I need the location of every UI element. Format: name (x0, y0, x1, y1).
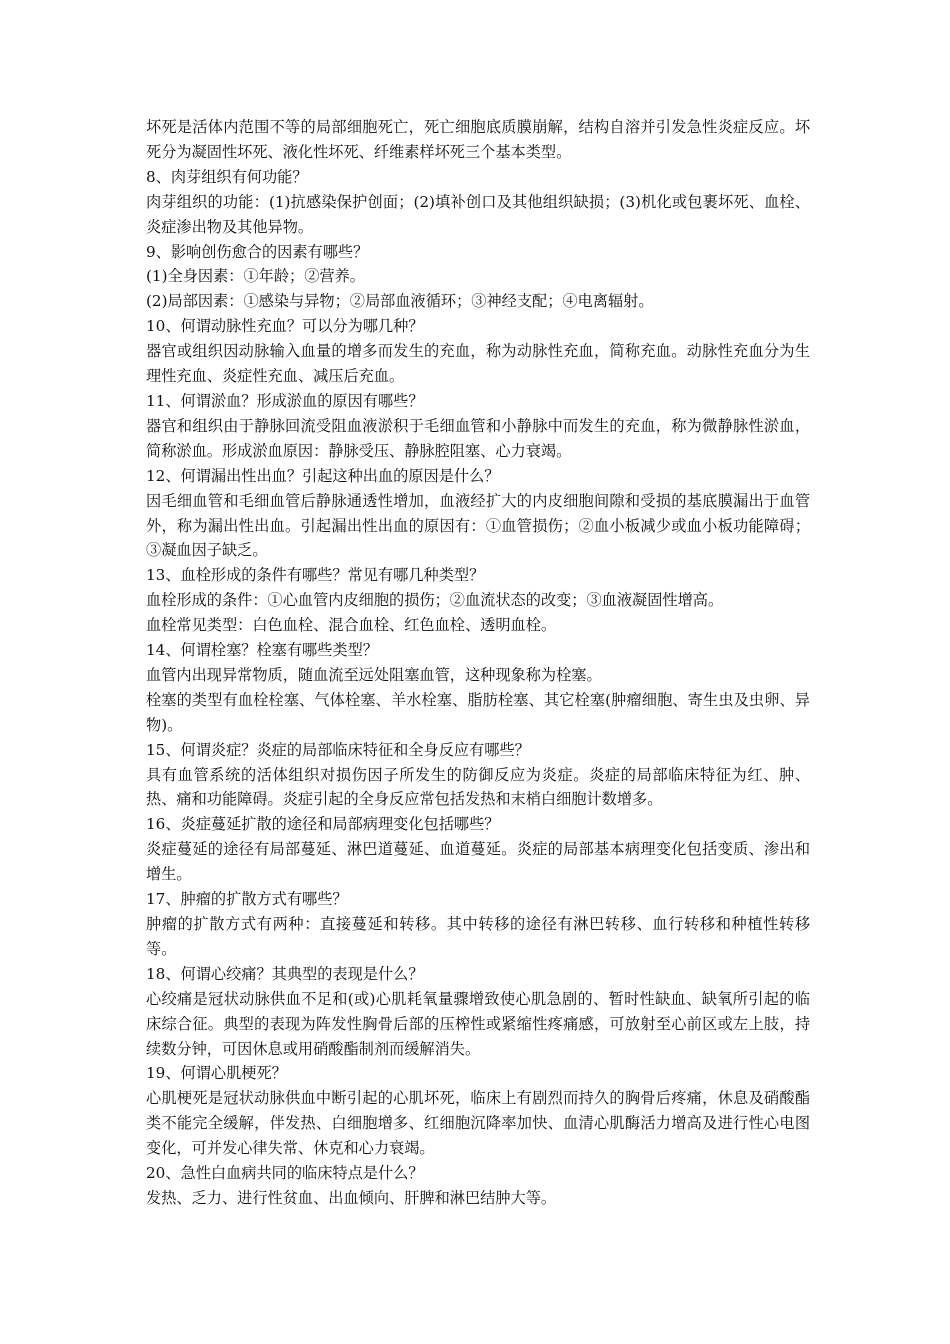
answer-paragraph: 因毛细血管和毛细血管后静脉通透性增加，血液经扩大的内皮细胞间隙和受损的基底膜漏出于血管外，称为漏出性出血。引起漏出性出血的原因有：①血管损伤；②血小板减少或血小板功能障碍；③凝血因子缺乏。 (146, 491, 810, 560)
question-heading: 19、何谓心肌梗死？ (146, 1064, 287, 1083)
answer-paragraph: 心绞痛是冠状动脉供血不足和(或)心肌耗氧量骤增致使心肌急剧的、暂时性缺血、缺氧所引起的临床综合征。典型的表现为阵发性胸骨后部的压榨性或紧缩性疼痛感，可放射至心前区或左上肢，持续数分钟，可因休息或用硝酸酯制剂而缓解消失。 (146, 989, 810, 1058)
answer-paragraph: 器官和组织由于静脉回流受阻血液淤积于毛细血管和小静脉中而发生的充血，称为微静脉性淤血，简称淤血。形成淤血原因：静脉受压、静脉腔阻塞、心力衰竭。 (146, 416, 810, 460)
answer-paragraph: 血栓常见类型：白色血栓、混合血栓、红色血栓、透明血栓。 (146, 616, 557, 635)
question-heading: 16、炎症蔓延扩散的途径和局部病理变化包括哪些？ (146, 815, 500, 834)
answer-paragraph: 血管内出现异常物质，随血流至远处阻塞血管，这种现象称为栓塞。 (146, 665, 602, 684)
answer-paragraph: 心肌梗死是冠状动脉供血中断引起的心肌坏死，临床上有剧烈而持久的胸骨后疼痛，休息及硝酸酯类不能完全缓解，伴发热、白细胞增多、红细胞沉降率加快、血清心肌酶活力增高及进行性心电图变化，可并发心律失常、休克和心力衰竭。 (146, 1089, 810, 1158)
answer-paragraph: 肉芽组织的功能：(1)抗感染保护创面；(2)填补创口及其他组织缺损；(3)机化或包裹坏死、血栓、炎症渗出物及其他异物。 (146, 192, 810, 236)
document-page (146, 115, 810, 1211)
answer-paragraph: 具有血管系统的活体组织对损伤因子所发生的防御反应为炎症。炎症的局部临床特征为红、肿、热、痛和功能障碍。炎症引起的全身反应常包括发热和末梢白细胞计数增多。 (146, 765, 810, 809)
answer-paragraph: 器官或组织因动脉输入血量的增多而发生的充血，称为动脉性充血，简称充血。动脉性充血分为生理性充血、炎症性充血、减压后充血。 (146, 342, 810, 386)
question-heading: 17、肿瘤的扩散方式有哪些？ (146, 890, 348, 909)
question-heading: 8、肉芽组织有何功能？ (146, 167, 308, 186)
answer-paragraph: 炎症蔓延的途径有局部蔓延、淋巴道蔓延、血道蔓延。炎症的局部基本病理变化包括变质、渗出和增生。 (146, 840, 810, 884)
answer-paragraph: 肿瘤的扩散方式有两种：直接蔓延和转移。其中转移的途径有淋巴转移、血行转移和种植性转移等。 (146, 915, 810, 958)
answer-paragraph: (2)局部因素：①感染与异物；②局部血液循环；③神经支配；④电离辐射。 (146, 292, 654, 311)
answer-paragraph: 血栓形成的条件：①心血管内皮细胞的损伤；②血流状态的改变；③血液凝固性增高。 (146, 591, 724, 610)
question-heading: 15、何谓炎症？炎症的局部临床特征和全身反应有哪些？ (146, 740, 530, 759)
answer-paragraph: (1)全身因素：①年龄；②营养。 (146, 267, 365, 286)
question-heading: 18、何谓心绞痛？其典型的表现是什么？ (146, 964, 424, 983)
question-heading: 9、影响创伤愈合的因素有哪些？ (146, 242, 369, 261)
question-heading: 20、急性白血病共同的临床特点是什么？ (146, 1164, 424, 1183)
question-heading: 13、血栓形成的条件有哪些？常见有哪几种类型？ (146, 566, 485, 585)
question-heading: 12、何谓漏出性出血？引起这种出血的原因是什么？ (146, 466, 500, 485)
answer-paragraph: 发热、乏力、进行性贫血、出血倾向、肝脾和淋巴结肿大等。 (146, 1188, 557, 1207)
question-heading: 14、何谓栓塞？栓塞有哪些类型？ (146, 641, 378, 660)
question-heading: 10、何谓动脉性充血？可以分为哪几种？ (146, 317, 424, 336)
question-heading: 11、何谓淤血？形成淤血的原因有哪些？ (146, 391, 424, 410)
answer-paragraph: 坏死是活体内范围不等的局部细胞死亡，死亡细胞底质膜崩解，结构自溶并引发急性炎症反应。坏死分为凝固性坏死、液化性坏死、纤维素样坏死三个基本类型。 (146, 118, 810, 161)
answer-paragraph: 栓塞的类型有血栓栓塞、气体栓塞、羊水栓塞、脂肪栓塞、其它栓塞(肿瘤细胞、寄生虫及虫卵、异物)。 (146, 690, 810, 734)
